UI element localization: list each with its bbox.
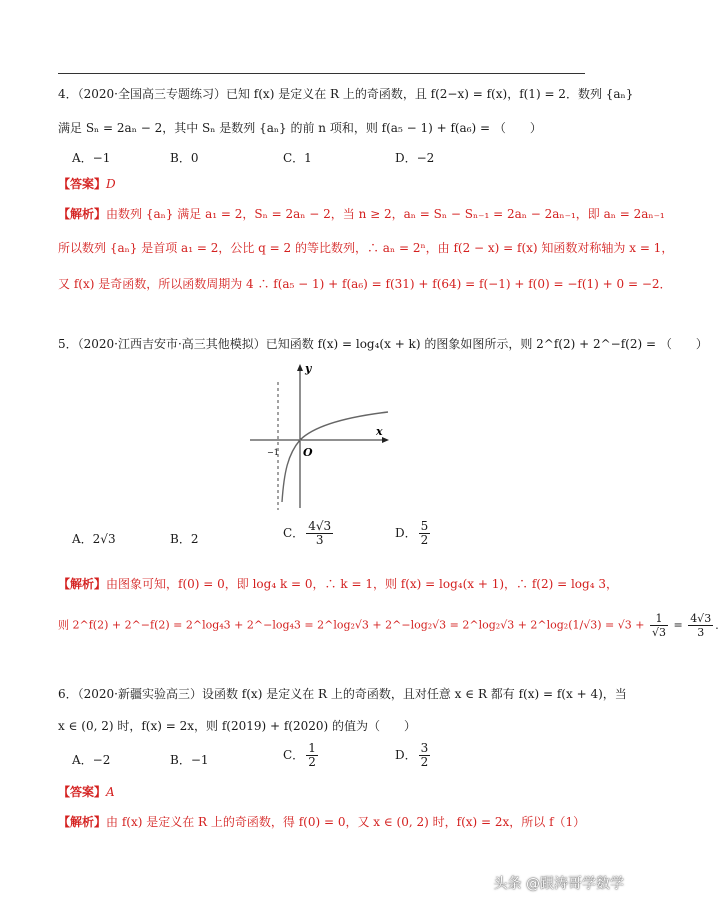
q4-option-d: D．−2 <box>395 151 435 165</box>
solution-fraction <box>650 612 668 639</box>
q4-solution-line3: 又 f(x) 是奇函数，所以函数周期为 4 ∴ f(a₅ − 1) + f(a₆) = f(31) + f(64) = f(−1) + f(0) = −f(1) + 0 = −2． <box>58 277 672 291</box>
q6-solution-line1 <box>58 814 585 830</box>
fraction-numerator: 3 <box>420 741 429 755</box>
q5-solution-line2 <box>58 612 726 639</box>
option-fraction <box>419 520 431 547</box>
fraction-numerator: 1 <box>650 612 668 626</box>
answer-value: D <box>106 177 116 191</box>
answer-tag: 【答案】 <box>58 785 107 799</box>
q4-option-a: A．−1 <box>72 151 111 165</box>
option-fraction <box>306 520 333 547</box>
fraction-denominator: 3 <box>315 533 324 547</box>
answer-tag: 【答案】 <box>58 177 107 191</box>
q5-option-b: B．2 <box>170 532 199 546</box>
analysis-tag: 【解析】 <box>58 815 107 829</box>
fraction-numerator: 5 <box>420 519 429 533</box>
q5-graph <box>248 362 398 512</box>
q6-option-d <box>395 742 432 769</box>
q6-option-b: B．−1 <box>170 753 209 767</box>
graph-y-label: y <box>305 362 312 375</box>
fraction-denominator: 2 <box>420 755 429 769</box>
option-prefix: C． <box>283 748 305 762</box>
option-prefix: D． <box>395 748 417 762</box>
option-prefix: C． <box>283 526 305 540</box>
q6-option-a: A．−2 <box>72 753 111 767</box>
q4-solution-line2: 所以数列 {aₙ} 是首项 a₁ = 2，公比 q = 2 的等比数列，∴ aₙ = 2ⁿ，由 f(2 − x) = f(x) 知函数对称轴为 x = 1， <box>58 241 674 255</box>
fraction-denominator: √3 <box>651 626 666 639</box>
fraction-denominator: 2 <box>420 533 429 547</box>
graph-x-label: x <box>376 425 383 438</box>
q5-solution-line1 <box>58 576 618 592</box>
solution-text: 由 f(x) 是定义在 R 上的奇函数，得 f(0) = 0，又 x ∈ (0, 2) 时，f(x) = 2x，所以 f（1） <box>106 815 586 829</box>
analysis-tag: 【解析】 <box>58 207 107 221</box>
q4-stem-line2: 满足 Sₙ = 2aₙ − 2，其中 Sₙ 是数列 {aₙ} 的前 n 项和，则 f(a₅ − 1) + f(a₆) = （ ） <box>58 121 542 135</box>
option-fraction <box>306 742 318 769</box>
fraction-numerator: 4√3 <box>308 519 332 533</box>
watermark: 头条 @跟涛哥学数学 <box>493 876 624 892</box>
period: ． <box>715 618 726 632</box>
fraction-denominator: 3 <box>697 626 705 639</box>
q6-option-c <box>283 742 320 769</box>
solution-fraction <box>688 612 713 639</box>
q5-option-d <box>395 520 432 547</box>
fraction-denominator: 2 <box>308 755 316 769</box>
q5-option-a: A．2√3 <box>72 532 116 546</box>
equals-sign: = <box>669 618 687 632</box>
q4-stem-line1: 4．（2020·全国高三专题练习）已知 f(x) 是定义在 R 上的奇函数，且 f(2−x) = f(x)，f(1) = 2．数列 {aₙ} <box>58 87 634 101</box>
q5-option-c <box>283 520 335 547</box>
q4-solution-line1 <box>58 206 665 222</box>
option-prefix: D． <box>395 526 417 540</box>
q6-stem-line2: x ∈ (0, 2) 时，f(x) = 2x，则 f(2019) + f(2020) 的值为（ ） <box>58 719 417 733</box>
q5-function-graph <box>248 362 398 512</box>
solution-text: 则 2^f(2) + 2^−f(2) = 2^log₄3 + 2^−log₄3 = 2^log₂√3 + 2^−log₂√3 = 2^log₂√3 + 2^log₂(1/√3) = √3 + <box>58 618 648 632</box>
solution-text: 由数列 {aₙ} 满足 a₁ = 2，Sₙ = 2aₙ − 2，当 n ≥ 2，aₙ = Sₙ − Sₙ₋₁ = 2aₙ − 2aₙ₋₁，即 aₙ = 2aₙ₋₁ <box>106 207 665 221</box>
fraction-numerator: 1 <box>308 741 316 755</box>
q4-answer <box>58 176 116 192</box>
graph-asymptote-label: −1 <box>267 448 279 457</box>
q6-answer <box>58 784 115 800</box>
analysis-tag: 【解析】 <box>58 577 107 591</box>
option-fraction <box>419 742 431 769</box>
q4-option-b: B．0 <box>170 151 199 165</box>
graph-origin-label: O <box>303 446 313 459</box>
q5-stem-line1: 5．（2020·江西吉安市·高三其他模拟）已知函数 f(x) = log₄(x + k) 的图象如图所示，则 2^f(2) + 2^−f(2) = （ ） <box>58 337 708 351</box>
solution-text: 由图象可知，f(0) = 0，即 log₄ k = 0，∴ k = 1，则 f(x) = log₄(x + 1)，∴ f(2) = log₄ 3， <box>106 577 618 591</box>
fraction-numerator: 4√3 <box>690 612 712 625</box>
top-rule <box>58 73 585 74</box>
q4-option-c: C．1 <box>283 151 312 165</box>
answer-value: A <box>106 785 115 799</box>
q6-stem-line1: 6．（2020·新疆实验高三）设函数 f(x) 是定义在 R 上的奇函数，且对任意 x ∈ R 都有 f(x) = f(x + 4)，当 <box>58 687 627 701</box>
